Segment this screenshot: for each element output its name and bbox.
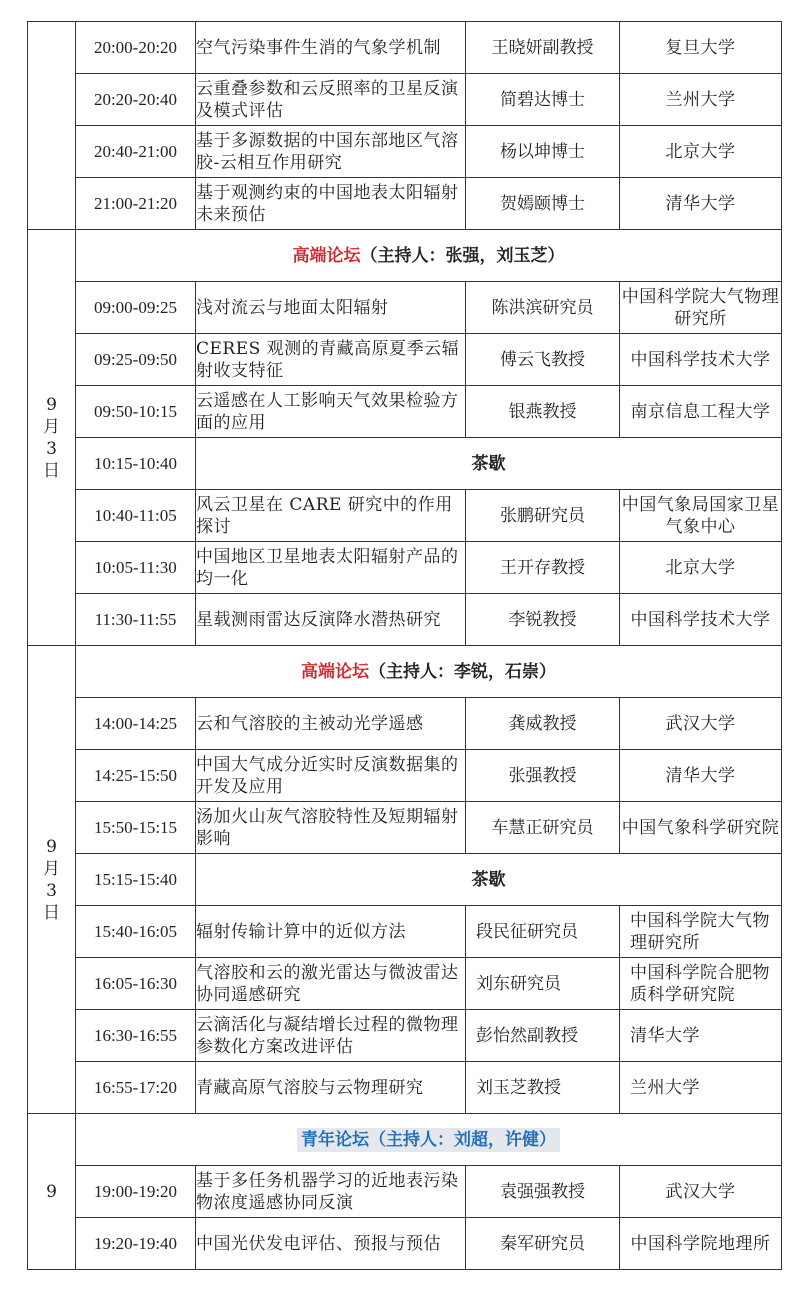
talk-title: 中国地区卫星地表太阳辐射产品的均一化	[196, 542, 466, 594]
schedule-table	[27, 21, 782, 1270]
forum-name: 高端论坛	[292, 245, 361, 266]
time-cell: 10:40-11:05	[76, 490, 196, 542]
time-cell: 16:30-16:55	[76, 1010, 196, 1062]
section-header	[76, 230, 782, 282]
date-cell	[28, 646, 76, 1114]
date-month-char: 月	[43, 858, 60, 879]
time-cell: 20:40-21:00	[76, 126, 196, 178]
table-row	[28, 1062, 782, 1114]
org-cell: 中国科学院地理所	[620, 1218, 782, 1270]
org-cell: 兰州大学	[620, 74, 782, 126]
section-row	[28, 1114, 782, 1166]
table-row	[28, 698, 782, 750]
talk-title: 云和气溶胶的主被动光学遥感	[196, 698, 466, 750]
org-cell: 中国科学院大气物理研究所	[620, 282, 782, 334]
table-row	[28, 74, 782, 126]
org-cell: 清华大学	[620, 750, 782, 802]
speaker-cell: 杨以坤博士	[466, 126, 620, 178]
speaker-cell: 车慧正研究员	[466, 802, 620, 854]
speaker-cell: 简碧达博士	[466, 74, 620, 126]
talk-title: CERES 观测的青藏高原夏季云辐射收支特征	[196, 334, 466, 386]
section-row	[28, 646, 782, 698]
speaker-cell: 张强教授	[466, 750, 620, 802]
speaker-cell: 刘东研究员	[466, 958, 620, 1010]
speaker-cell: 袁强强教授	[466, 1166, 620, 1218]
table-row	[28, 542, 782, 594]
talk-title: 风云卫星在 CARE 研究中的作用探讨	[196, 490, 466, 542]
table-row	[28, 594, 782, 646]
org-cell: 中国气象科学研究院	[620, 802, 782, 854]
speaker-cell: 王晓妍副教授	[466, 22, 620, 74]
time-cell: 10:15-10:40	[76, 438, 196, 490]
forum-name: 高端论坛	[301, 661, 369, 682]
tea-break-label: 茶歇	[196, 438, 782, 490]
talk-title: 中国大气成分近实时反演数据集的开发及应用	[196, 750, 466, 802]
speaker-cell: 银燕教授	[466, 386, 620, 438]
break-row	[28, 438, 782, 490]
time-cell: 14:25-15:50	[76, 750, 196, 802]
table-row	[28, 802, 782, 854]
speaker-cell: 贺嫣颐博士	[466, 178, 620, 230]
talk-title: 云重叠参数和云反照率的卫星反演及模式评估	[196, 74, 466, 126]
date-day-char: 日	[43, 460, 60, 481]
section-header	[76, 1114, 782, 1166]
time-cell: 15:50-15:15	[76, 802, 196, 854]
talk-title: 青藏高原气溶胶与云物理研究	[196, 1062, 466, 1114]
forum-hosts: （主持人：张强，刘玉芝）	[360, 245, 565, 266]
speaker-cell: 李锐教授	[466, 594, 620, 646]
table-row	[28, 906, 782, 958]
table-row	[28, 178, 782, 230]
time-cell: 15:15-15:40	[76, 854, 196, 906]
talk-title: 浅对流云与地面太阳辐射	[196, 282, 466, 334]
talk-title: 云滴活化与凝结增长过程的微物理参数化方案改进评估	[196, 1010, 466, 1062]
org-cell: 复旦大学	[620, 22, 782, 74]
speaker-cell: 彭怡然副教授	[466, 1010, 620, 1062]
table-row	[28, 334, 782, 386]
speaker-cell: 王开存教授	[466, 542, 620, 594]
date-month-char: 月	[43, 416, 60, 437]
date-cell	[28, 230, 76, 646]
time-cell: 20:00-20:20	[76, 22, 196, 74]
speaker-cell: 张鹏研究员	[466, 490, 620, 542]
talk-title: 汤加火山灰气溶胶特性及短期辐射影响	[196, 802, 466, 854]
speaker-cell: 段民征研究员	[466, 906, 620, 958]
talk-title: 中国光伏发电评估、预报与预估	[196, 1218, 466, 1270]
talk-title: 基于多任务机器学习的近地表污染物浓度遥感协同反演	[196, 1166, 466, 1218]
table-row	[28, 282, 782, 334]
time-cell: 09:00-09:25	[76, 282, 196, 334]
speaker-cell: 陈洪滨研究员	[466, 282, 620, 334]
speaker-cell: 刘玉芝教授	[466, 1062, 620, 1114]
time-cell: 19:20-19:40	[76, 1218, 196, 1270]
org-cell: 南京信息工程大学	[620, 386, 782, 438]
time-cell: 19:00-19:20	[76, 1166, 196, 1218]
section-header	[76, 646, 782, 698]
talk-title: 基于多源数据的中国东部地区气溶胶-云相互作用研究	[196, 126, 466, 178]
org-cell: 中国科学技术大学	[620, 594, 782, 646]
speaker-cell: 傅云飞教授	[466, 334, 620, 386]
org-cell: 中国气象局国家卫星气象中心	[620, 490, 782, 542]
table-row	[28, 750, 782, 802]
youth-forum-title: 青年论坛（主持人：刘超，许健）	[297, 1128, 560, 1152]
org-cell: 兰州大学	[620, 1062, 782, 1114]
table-row	[28, 1010, 782, 1062]
talk-title: 气溶胶和云的激光雷达与微波雷达协同遥感研究	[196, 958, 466, 1010]
tea-break-label: 茶歇	[196, 854, 782, 906]
date-month-num: 9	[46, 836, 57, 857]
table-row	[28, 22, 782, 74]
org-cell: 清华大学	[620, 178, 782, 230]
speaker-cell: 龚威教授	[466, 698, 620, 750]
org-cell: 中国科学院大气物理研究所	[620, 906, 782, 958]
date-day-num: 3	[46, 438, 57, 459]
date-cell	[28, 1114, 76, 1270]
table-row	[28, 1166, 782, 1218]
time-cell: 14:00-14:25	[76, 698, 196, 750]
org-cell: 北京大学	[620, 126, 782, 178]
speaker-cell: 秦军研究员	[466, 1218, 620, 1270]
org-cell: 武汉大学	[620, 698, 782, 750]
time-cell: 09:50-10:15	[76, 386, 196, 438]
date-cell	[28, 22, 76, 230]
table-row	[28, 958, 782, 1010]
table-row	[28, 126, 782, 178]
talk-title: 云遥感在人工影响天气效果检验方面的应用	[196, 386, 466, 438]
forum-hosts: （主持人：李锐，石崇）	[369, 661, 556, 682]
talk-title: 星载测雨雷达反演降水潜热研究	[196, 594, 466, 646]
date-month-num: 9	[46, 1181, 57, 1202]
date-month-num: 9	[46, 394, 57, 415]
org-cell: 北京大学	[620, 542, 782, 594]
date-day-char: 日	[43, 902, 60, 923]
date-day-num: 3	[46, 880, 57, 901]
time-cell: 16:55-17:20	[76, 1062, 196, 1114]
time-cell: 09:25-09:50	[76, 334, 196, 386]
time-cell: 15:40-16:05	[76, 906, 196, 958]
table-row	[28, 1218, 782, 1270]
time-cell: 21:00-21:20	[76, 178, 196, 230]
org-cell: 中国科学院合肥物质科学研究院	[620, 958, 782, 1010]
org-cell: 武汉大学	[620, 1166, 782, 1218]
section-row	[28, 230, 782, 282]
talk-title: 辐射传输计算中的近似方法	[196, 906, 466, 958]
time-cell: 10:05-11:30	[76, 542, 196, 594]
org-cell: 清华大学	[620, 1010, 782, 1062]
table-row	[28, 386, 782, 438]
time-cell: 20:20-20:40	[76, 74, 196, 126]
time-cell: 16:05-16:30	[76, 958, 196, 1010]
table-row	[28, 490, 782, 542]
org-cell: 中国科学技术大学	[620, 334, 782, 386]
talk-title: 空气污染事件生消的气象学机制	[196, 22, 466, 74]
talk-title: 基于观测约束的中国地表太阳辐射未来预估	[196, 178, 466, 230]
break-row	[28, 854, 782, 906]
time-cell: 11:30-11:55	[76, 594, 196, 646]
